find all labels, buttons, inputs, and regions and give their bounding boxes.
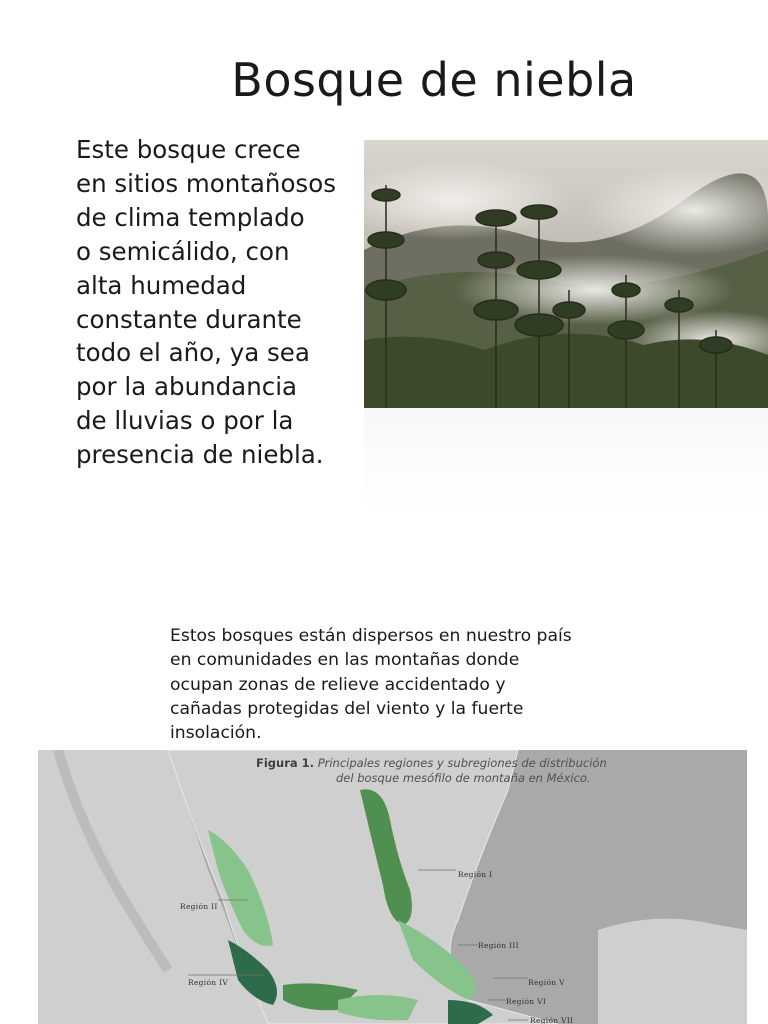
cloud-forest-photo [364, 140, 768, 408]
figure-label: Figura 1. [256, 756, 315, 770]
figure-caption-line2: del bosque mesófilo de montaña en México. [336, 771, 591, 785]
intro-line: de clima templado [76, 202, 305, 232]
region-label-3: Región III [478, 941, 519, 950]
distribution-map [38, 750, 747, 1024]
intro-line: en sitios montañosos [76, 168, 336, 198]
figure-caption [256, 756, 607, 786]
intro-line: por la abundancia [76, 372, 298, 402]
intro-paragraph [76, 133, 366, 472]
intro-line: Este bosque crece [76, 135, 301, 164]
intro-line: o semicálido, con [76, 236, 290, 266]
intro-line: alta humedad [76, 270, 247, 300]
distribution-line: Estos bosques están dispersos en nuestro país [170, 626, 572, 646]
distribution-line: en comunidades en las montañas donde [170, 650, 520, 671]
distribution-line: ocupan zonas de relieve accidentado y [170, 674, 506, 695]
photo-shadow [364, 408, 768, 513]
intro-line: constante durante [76, 304, 302, 334]
page-title: Bosque de niebla [231, 52, 637, 107]
region-label-2: Región II [180, 902, 218, 911]
intro-line: todo el año, ya sea [76, 338, 310, 368]
intro-line: presencia de niebla. [76, 440, 324, 470]
region-label-5: Región V [528, 978, 565, 987]
region-label-1: Región I [458, 870, 493, 879]
distribution-paragraph [170, 624, 630, 745]
region-label-6: Región VI [506, 997, 547, 1006]
region-label-7: Región VII [530, 1016, 574, 1024]
intro-line: de lluvias o por la [76, 406, 294, 436]
figure-caption-line1: Principales regiones y subregiones de distribución [317, 756, 607, 770]
region-label-4: Región IV [188, 978, 229, 987]
distribution-line: cañadas protegidas del viento y la fuerte [170, 698, 524, 719]
distribution-line: insolación. [170, 723, 262, 744]
